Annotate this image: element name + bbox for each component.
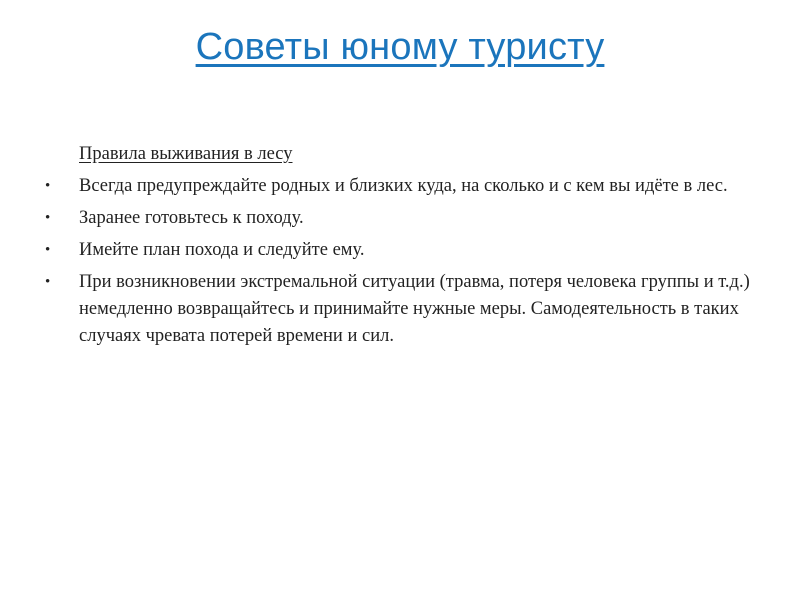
bullet-icon: •	[45, 210, 51, 226]
bullet-item	[45, 173, 765, 200]
bullet-list	[45, 173, 765, 350]
bullet-item	[45, 269, 765, 350]
slide-title: Советы юному туристу	[195, 26, 605, 68]
slide-content	[45, 141, 765, 355]
bullet-text: Имейте план похода и следуйте ему.	[79, 240, 365, 260]
bullet-text: Всегда предупреждайте родных и близких куда, на сколько и с кем вы идёте в лес.	[79, 176, 728, 196]
bullet-icon: •	[45, 178, 51, 194]
bullet-text: Заранее готовьтесь к походу.	[79, 208, 304, 228]
bullet-icon: •	[45, 242, 51, 258]
bullet-icon: •	[45, 274, 51, 290]
bullet-item	[45, 237, 765, 264]
bullet-item	[45, 205, 765, 232]
bullet-text: При возникновении экстремальной ситуации (травма, потеря человека группы и т.д.) немедленно возвращайтесь и принимайте нужные меры. Самодеятельность в таких случаях чревата потерей времени и сил.	[79, 272, 750, 346]
slide-subtitle: Правила выживания в лесу	[79, 144, 293, 164]
